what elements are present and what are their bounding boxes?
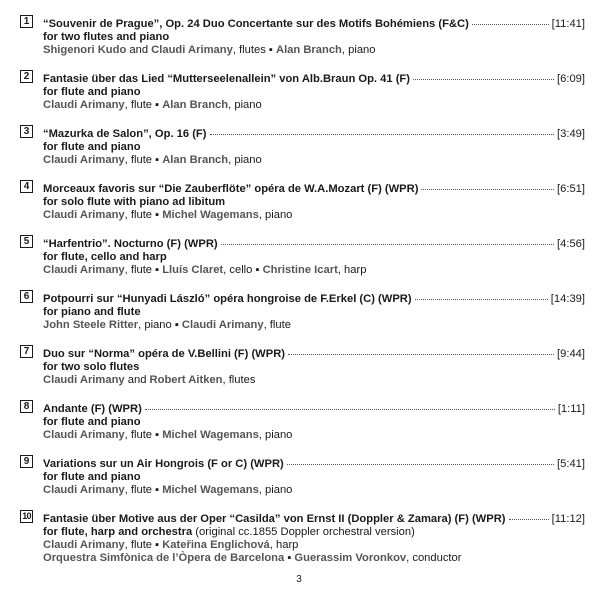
track-number-box: 7	[20, 345, 33, 358]
performer-name: Claudi Arimany	[43, 264, 125, 276]
performers-line	[43, 484, 585, 497]
track-entry	[20, 15, 585, 57]
track-instrumentation	[43, 141, 585, 154]
track-body	[43, 235, 585, 277]
performer-name: Michel Wagemans	[162, 484, 259, 496]
track-title-line	[43, 70, 585, 86]
role-text: , flute	[124, 154, 156, 166]
track-body	[43, 345, 585, 387]
separator-bullet: ▪	[255, 264, 260, 276]
track-number-box: 6	[20, 290, 33, 303]
dot-leader	[210, 123, 555, 135]
performers-line	[43, 539, 585, 552]
track-duration: [1:11]	[557, 403, 585, 415]
dot-leader	[421, 178, 554, 190]
track-entry	[20, 510, 585, 565]
performer-name: Lluís Claret	[162, 264, 224, 276]
track-entry	[20, 70, 585, 112]
separator-bullet: ▪	[155, 154, 160, 166]
role-text: , piano	[258, 484, 293, 496]
separator-bullet: ▪	[155, 99, 160, 111]
role-text: , piano	[258, 209, 293, 221]
performer-name: Claudi Arimany	[43, 374, 125, 386]
track-duration: [5:41]	[557, 458, 585, 470]
track-duration: [3:49]	[557, 128, 585, 140]
performers-line	[43, 319, 585, 332]
separator-bullet: ▪	[155, 209, 160, 221]
performer-name: Claudi Arimany	[43, 484, 125, 496]
track-title: Variations sur un Air Hongrois (F or C) (WPR)	[43, 458, 284, 470]
dot-leader	[145, 398, 555, 410]
track-title-line	[43, 180, 585, 196]
track-duration: [9:44]	[557, 348, 585, 360]
track-title: Andante (F) (WPR)	[43, 403, 142, 415]
track-duration: [11:12]	[551, 513, 585, 525]
performer-name: Alan Branch	[162, 154, 229, 166]
track-title: Fantasie über das Lied “Mutterseelenallein” von Alb.Braun Op. 41 (F)	[43, 73, 410, 85]
track-body	[43, 290, 585, 332]
track-entry	[20, 345, 585, 387]
track-title-line	[43, 235, 585, 251]
role-text: , flutes	[222, 374, 256, 386]
track-body	[43, 180, 585, 222]
role-text: , flute	[124, 209, 156, 221]
track-entry	[20, 455, 585, 497]
performer-name: Alan Branch	[275, 44, 342, 56]
track-title-line	[43, 15, 585, 31]
performer-name: John Steele Ritter	[43, 319, 139, 331]
role-text: , conductor	[406, 552, 462, 564]
dot-leader	[509, 508, 549, 520]
track-title: Duo sur “Norma” opéra de V.Bellini (F) (WPR)	[43, 348, 286, 360]
performers-line	[43, 154, 585, 167]
track-body	[43, 15, 585, 57]
instrumentation-text: for two solo flutes	[43, 361, 140, 373]
role-text: , flutes	[232, 44, 269, 56]
track-entry	[20, 125, 585, 167]
performers-line	[43, 429, 585, 442]
track-instrumentation	[43, 471, 585, 484]
track-title-line	[43, 455, 585, 471]
role-text: , cello	[223, 264, 256, 276]
track-entry	[20, 180, 585, 222]
track-duration: [11:41]	[551, 18, 585, 30]
track-number-box: 1	[20, 15, 33, 28]
instrumentation-text: for flute, cello and harp	[43, 251, 167, 263]
role-text: , piano	[138, 319, 175, 331]
role-text: and	[124, 374, 150, 386]
track-body	[43, 455, 585, 497]
performer-name: Claudi Arimany	[43, 209, 125, 221]
instrumentation-text: for solo flute with piano ad libitum	[43, 196, 226, 208]
dot-leader	[413, 68, 554, 80]
track-title: “Mazurka de Salon”, Op. 16 (F)	[43, 128, 207, 140]
track-instrumentation	[43, 31, 585, 44]
track-instrumentation	[43, 416, 585, 429]
track-title: Potpourri sur “Hunyadi László” opéra hongroise de F.Erkel (C) (WPR)	[43, 293, 412, 305]
track-duration: [4:56]	[557, 238, 585, 250]
separator-bullet: ▪	[155, 264, 160, 276]
track-title-line	[43, 400, 585, 416]
dot-leader	[415, 288, 548, 300]
separator-bullet: ▪	[155, 484, 160, 496]
dot-leader	[288, 343, 554, 355]
track-number-box: 3	[20, 125, 33, 138]
track-instrumentation	[43, 196, 585, 209]
performer-name: Kateřina Englichová	[162, 539, 270, 551]
track-entry	[20, 400, 585, 442]
track-body	[43, 125, 585, 167]
performer-name: Michel Wagemans	[162, 209, 259, 221]
role-text: and	[126, 44, 152, 56]
separator-bullet: ▪	[268, 44, 273, 56]
track-number-box: 2	[20, 70, 33, 83]
performer-name: Orquestra Simfònica de l’Òpera de Barcelona	[43, 552, 285, 564]
track-title-line	[43, 345, 585, 361]
track-instrumentation	[43, 526, 585, 539]
performer-name: Shigenori Kudo	[43, 44, 127, 56]
role-text: , piano	[341, 44, 376, 56]
role-text: , harp	[269, 539, 299, 551]
role-text: , harp	[337, 264, 367, 276]
instrumentation-text: for flute, harp and orchestra	[43, 526, 193, 538]
track-number-box: 10	[20, 510, 33, 523]
separator-bullet: ▪	[155, 429, 160, 441]
performers-line	[43, 209, 585, 222]
separator-bullet: ▪	[155, 539, 160, 551]
separator-bullet: ▪	[174, 319, 179, 331]
instrumentation-text: for flute and piano	[43, 416, 141, 428]
track-duration: [6:51]	[557, 183, 585, 195]
instrumentation-text: for two flutes and piano	[43, 31, 170, 43]
performer-name: Michel Wagemans	[162, 429, 259, 441]
performer-name: Claudi Arimany	[43, 99, 125, 111]
track-number-box: 8	[20, 400, 33, 413]
track-title: Fantasie über Motive aus der Oper “Casilda” von Ernst II (Doppler & Zamara) (F) (WPR)	[43, 513, 506, 525]
dot-leader	[221, 233, 554, 245]
performers-line	[43, 552, 585, 565]
track-entry	[20, 290, 585, 332]
performer-name: Claudi Arimany	[43, 539, 125, 551]
role-text: , flute	[263, 319, 291, 331]
track-entry	[20, 235, 585, 277]
role-text: , flute	[124, 429, 156, 441]
track-body	[43, 70, 585, 112]
track-instrumentation	[43, 361, 585, 374]
role-text: , flute	[124, 99, 156, 111]
performers-line	[43, 44, 585, 57]
performers-line	[43, 374, 585, 387]
track-duration: [6:09]	[557, 73, 585, 85]
role-text: , piano	[228, 154, 262, 166]
performer-name: Claudi Arimany	[181, 319, 264, 331]
track-title-line	[43, 290, 585, 306]
track-duration: [14:39]	[550, 293, 585, 305]
role-text: , flute	[124, 539, 156, 551]
track-title: Morceaux favoris sur “Die Zauberflöte” opéra de W.A.Mozart (F) (WPR)	[43, 183, 419, 195]
track-instrumentation	[43, 86, 585, 99]
dot-leader	[472, 13, 549, 25]
track-instrumentation	[43, 251, 585, 264]
instrumentation-text: for flute and piano	[43, 471, 141, 483]
instrumentation-note: (original cc.1855 Doppler orchestral version)	[192, 526, 415, 538]
performer-name: Robert Aitken	[149, 374, 223, 386]
role-text: , flute	[124, 484, 156, 496]
instrumentation-text: for flute and piano	[43, 141, 141, 153]
track-title: “Harfentrio”. Nocturno (F) (WPR)	[43, 238, 218, 250]
track-number-box: 9	[20, 455, 33, 468]
performer-name: Claudi Arimany	[43, 429, 125, 441]
instrumentation-text: for piano and flute	[43, 306, 141, 318]
instrumentation-text: for flute and piano	[43, 86, 141, 98]
performer-name: Guerassim Voronkov	[294, 552, 407, 564]
performers-line	[43, 99, 585, 112]
role-text: , piano	[258, 429, 293, 441]
page-number: 3	[296, 574, 302, 585]
role-text: , flute	[124, 264, 156, 276]
track-instrumentation	[43, 306, 585, 319]
separator-bullet: ▪	[287, 552, 292, 564]
performer-name: Alan Branch	[162, 99, 229, 111]
performer-name: Claudi Arimany	[151, 44, 233, 56]
performer-name: Claudi Arimany	[43, 154, 125, 166]
performers-line	[43, 264, 585, 277]
track-title-line	[43, 125, 585, 141]
track-number-box: 4	[20, 180, 33, 193]
track-body	[43, 400, 585, 442]
track-title-line	[43, 510, 585, 526]
role-text: , piano	[228, 99, 262, 111]
performer-name: Christine Icart	[262, 264, 338, 276]
track-title: “Souvenir de Prague”, Op. 24 Duo Concertante sur des Motifs Bohémiens (F&C)	[43, 18, 469, 30]
track-number-box: 5	[20, 235, 33, 248]
dot-leader	[287, 453, 554, 465]
track-body	[43, 510, 585, 565]
